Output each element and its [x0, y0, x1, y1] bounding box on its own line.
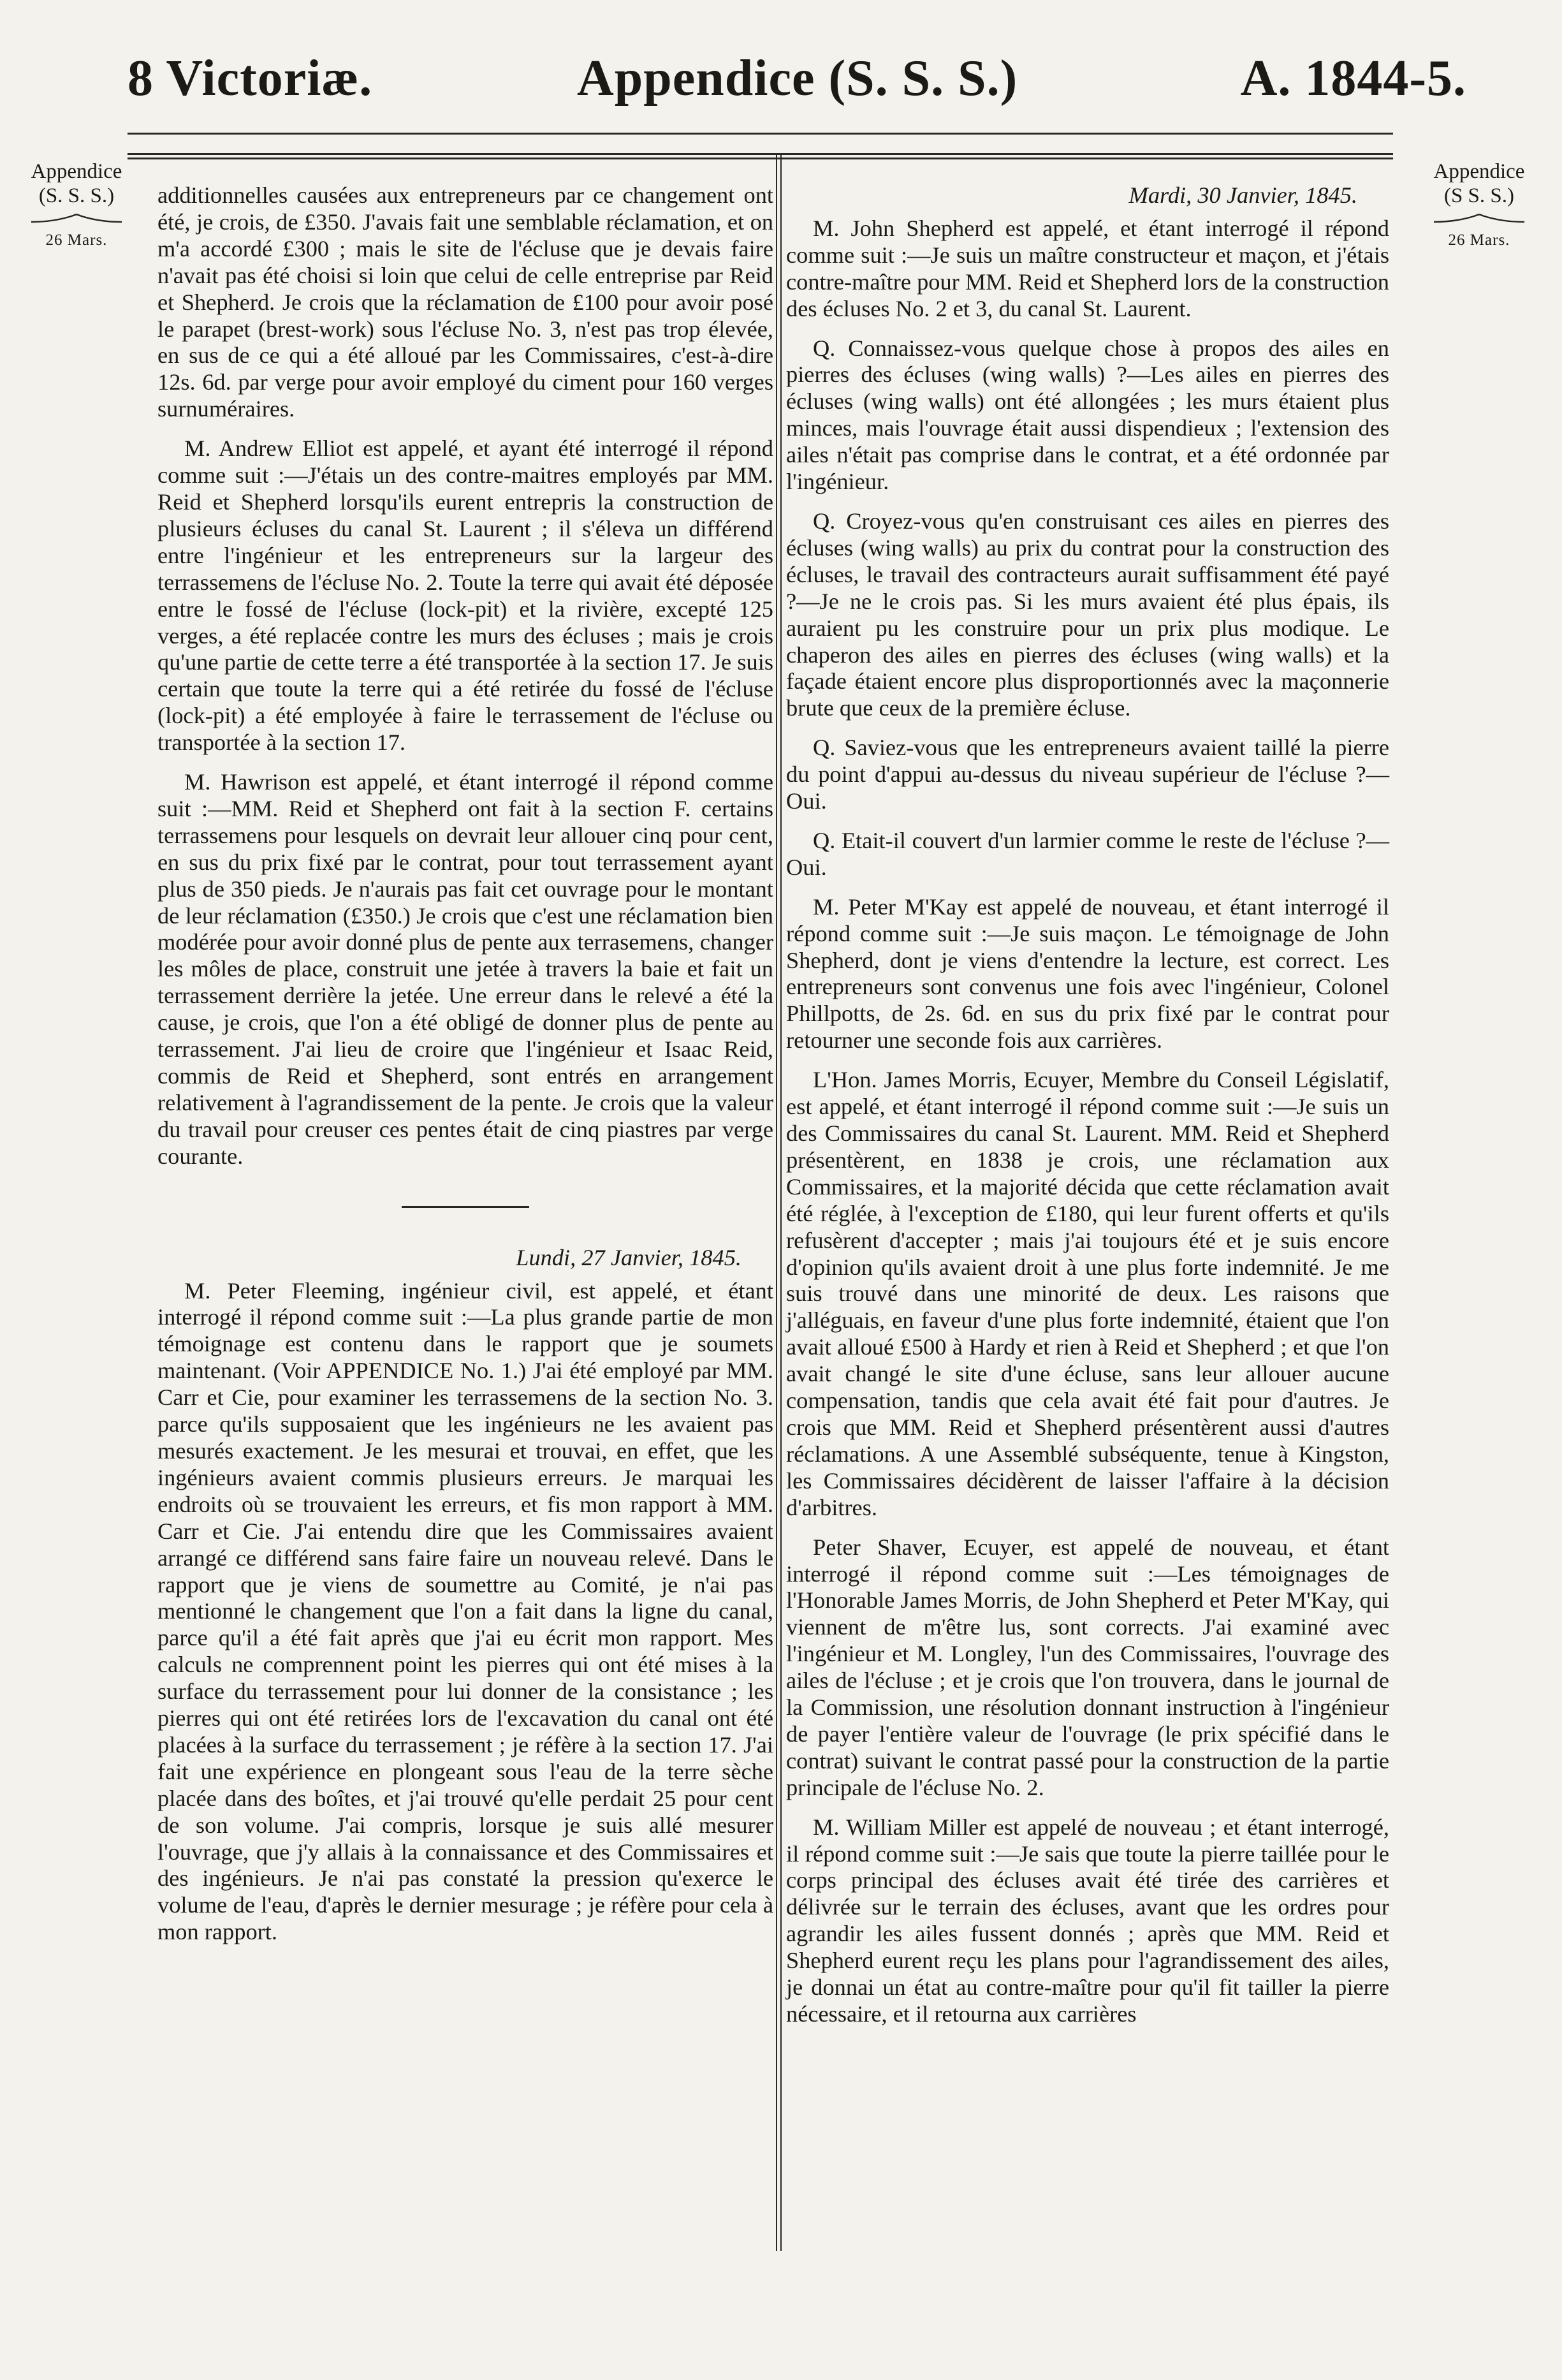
header-left: 8 Victoriæ.: [128, 50, 373, 107]
session-date: Mardi, 30 Janvier, 1845.: [1128, 182, 1357, 208]
paragraph: M. Andrew Elliot est appelé, et ayant été interrogé il répond comme suit :—J'étais un des contre-maitres employés par MM. Reid et Shepherd lorsqu'ils eurent entrepris la construction de plusieurs écluses du canal St. Laurent ; il s'éleva un différend entre l'ingénieur et les entrepreneurs sur la largeur des terrassemens de l'écluse No. 2. Toute la terre qui avait été déposée entre le fossé de l'écluse (lock-pit) et la rivière, excepté 125 verges, a été replacée contre les murs des écluses ; mais je crois qu'une partie de cette terre a été transportée à la section 17. Je suis certain que toute la terre qui a été retirée du fossé de l'écluse (lock-pit) a été employée à faire le terrassement de l'écluse ou transportée à la section 17.: [157, 436, 773, 756]
margin-left-date: 26 Mars.: [45, 231, 108, 249]
paragraph: M. Peter M'Kay est appelé de nouveau, et étant interrogé il répond comme suit :—Je suis maçon. Le témoignage de John Shepherd, dont je viens d'entendre la lecture, est correct. Les entrepreneurs sont convenus une fois avec l'ingénieur, Colonel Phillpotts, de 2s. 6d. en sus du prix fixé par le contrat pour retourner une seconde fois aux carrières.: [786, 893, 1389, 1054]
header-right: A. 1844-5.: [1240, 50, 1466, 107]
paragraph: M. John Shepherd est appelé, et étant interrogé il répond comme suit :—Je suis un maître constructeur et maçon, et j'étais contre-maître pour MM. Reid et Shepherd lors de la construction des écluses No. 2 et 3, du canal St. Laurent.: [786, 215, 1389, 321]
paragraph: Peter Shaver, Ecuyer, est appelé de nouveau, et étant interrogé il répond comme suit :—Les témoignages de l'Honorable James Morris, de John Shepherd et Peter M'Kay, qui viennent de m'être lus, sont corrects. J'ai examiné avec l'ingénieur et M. Longley, l'un des Commissaires, l'ouvrage des ailes de l'écluse ; et je crois que l'on trouvera, dans le journal de la Commission, une résolution donnant instruction à l'ingénieur de payer l'entière valeur de l'ouvrage (le prix spécifié dans le contrat) suivant le contrat passé pour la construction de la partie principale de l'écluse No. 2.: [786, 1534, 1389, 1800]
paragraph: M. William Miller est appelé de nouveau ; et étant interrogé, il répond comme suit :—Je sais que toute la pierre taillée pour le corps principal des écluses avait été tirée des carrières et délivrée sur le terrain des écluses, avant que les ordres pour agrandir les ailes fussent donnés ; après que MM. Reid et Shepherd eurent reçu les plans pour l'agrandissement des ailes, je donnai un état au contre-maître pour qu'il fit tailler la pierre nécessaire, et il retourna aux carrières: [786, 1814, 1389, 2027]
brace-icon: [1431, 212, 1527, 226]
brace-icon: [29, 212, 124, 226]
paragraph: Q. Saviez-vous que les entrepreneurs avaient taillé la pierre du point d'appui au-dessus du niveau supérieur de l'écluse ?—Oui.: [786, 735, 1389, 814]
paragraph: Q. Connaissez-vous quelque chose à propos des ailes en pierres des écluses (wing walls) ?—Les ailes en pierres des écluses (wing walls) ont été allongées ; les murs étaient plus minces, mais l'ouvrage était aussi dispendieux ; l'extension des ailes n'était pas comprise dans le contrat, et a été ordonnée par l'ingénieur.: [786, 335, 1389, 495]
running-header: [0, 50, 1562, 120]
text-column-left: [157, 182, 773, 1958]
section-separator: [402, 1206, 529, 1208]
margin-note-right: [1403, 159, 1556, 253]
margin-right-line1: Appendice: [1433, 160, 1525, 183]
header-rule: [128, 133, 1393, 135]
margin-right-date: 26 Mars.: [1448, 231, 1510, 249]
header-rule-double-top: [128, 153, 1393, 155]
paragraph: M. Peter Fleeming, ingénieur civil, est appelé, et étant interrogé il répond comme suit :—La plus grande partie de mon témoignage est contenu dans le rapport que je soumets maintenant. (Voir APPENDICE No. 1.) J'ai été employé par MM. Carr et Cie, pour examiner les terrassemens de la section No. 3. parce qu'ils supposaient que les ingénieurs ne les avaient pas mesurés exactement. Je les mesurai et trouvai, en effet, que les ingénieurs avaient commis plusieurs erreurs. Je marquai les endroits où se trouvaient les erreurs, et fis mon rapport à MM. Carr et Cie. J'ai entendu dire que les Commissaires avaient arrangé ce différend sans faire faire un nouveau relevé. Dans le rapport que je viens de soumettre au Comité, je n'ai pas mentionné le changement que l'on a fait dans la ligne du canal, parce qu'il a été fait après que j'ai eu écrit mon rapport. Mes calculs ne comprennent point les pierres qui ont été mises à la surface du terrassement pour lui donner de la consistance ; les pierres qui ont été retirées lors de l'excavation du canal ont été placées à la surface du terrassement ; je réfère à la section 17. J'ai fait une expérience en plongeant sous l'eau de la terre sèche placée dans des boîtes, et j'ai trouvé qu'elle perdait 25 pour cent de son volume. J'ai compris, lorsque je suis allé mesurer l'ouvrage, que j'y allais à la connaissance et des Commissaires et des ingénieurs. Je n'ai pas constaté la pression qu'exerce le volume de l'eau, d'après le dernier mesurage ; je réfère pour cela à mon rapport.: [157, 1277, 773, 1945]
paragraph: Q. Etait-il couvert d'un larmier comme le reste de l'écluse ?—Oui.: [786, 827, 1389, 880]
paragraph: Q. Croyez-vous qu'en construisant ces ailes en pierres des écluses (wing walls) au prix du contrat pour la construction des écluses, le travail des contracteurs aurait suffisamment été payé ?—Je ne le crois pas. Si les murs avaient été plus épais, ils auraient pu les construire pour un prix plus modique. Le chaperon des ailes en pierres des écluses (wing walls) et la façade étaient encore plus disproportionnés avec la maçonnerie brute que ceux de la première écluse.: [786, 508, 1389, 721]
margin-right-line2: (S S. S.): [1443, 184, 1515, 207]
margin-left-line2: (S. S. S.): [38, 184, 115, 207]
paragraph: L'Hon. James Morris, Ecuyer, Membre du Conseil Législatif, est appelé, et étant interrogé il répond comme suit :—Je suis un des Commissaires du canal St. Laurent. MM. Reid et Shepherd présentèrent, en 1838 je crois, une réclamation aux Commissaires, et la majorité décida que cette réclamation avait été réglée, à l'exception de £180, qui leur furent offerts et qu'ils refusèrent d'accepter ; mais j'ai toujours été et je suis encore d'opinion qu'ils avaient droit à une plus forte indemnité. Je me suis trouvé dans une minorité de deux. Les raisons que j'alléguais, en faveur d'une plus forte indemnité, étaient que l'on avait alloué £500 à Hardy et rien à Reid et Shepherd ; et que l'on avait changé le site d'une écluse, sans leur allouer aucune compensation, tandis que cela avait été fait pour d'autres. Je crois que MM. Reid et Shepherd présentèrent aussi d'autres réclamations. A une Assemblé subséquente, tenue à Kingston, les Commissaires décidèrent de laisser l'affaire à la décision d'arbitres.: [786, 1067, 1389, 1520]
column-divider: [776, 153, 777, 2251]
header-center: Appendice (S. S. S.): [577, 50, 1018, 107]
margin-note-left: [0, 159, 153, 253]
paragraph: additionnelles causées aux entrepreneurs par ce changement ont été, je crois, de £350. J'avais fait une semblable réclamation, et on m'a accordé £300 ; mais le site de l'écluse que je devais faire n'avait pas été choisi si loin que celui de celle entreprise par Reid et Shepherd. Je crois que la réclamation de £100 pour avoir posé le parapet (brest-work) sous l'écluse No. 3, n'est pas trop élevée, en sus de ce qui a été alloué par les Commissaires, c'est-à-dire 12s. 6d. par verge pour avoir employé du ciment pour 160 verges surnuméraires.: [157, 182, 773, 422]
header-rule-double-bottom: [128, 158, 1393, 159]
column-divider: [780, 153, 782, 2251]
text-column-right: [786, 182, 1389, 2041]
paragraph: M. Hawrison est appelé, et étant interrogé il répond comme suit :—MM. Reid et Shepherd ont fait à la section F. certains terrassemens pour lesquels on devrait leur allouer cinq pour cent, en sus du prix fixé par le contrat, pour tout terrassement ayant plus de 350 pieds. Je n'aurais pas fait cet ouvrage pour le montant de leur réclamation (£350.) Je crois que c'est une réclamation bien modérée pour avoir donné plus de pente aux terrasemens, changer les môles de place, construit une jetée à travers la baie et fait un terrassement derrière la jetée. Une erreur dans le relevé a été la cause, je crois, que l'on a été obligé de donner plus de pente au terrassement. J'ai lieu de croire que l'ingénieur et Isaac Reid, commis de Reid et Shepherd, sont entrés en arrangement relativement à l'agrandissement de la pente. Je crois que la valeur du travail pour creuser ces pentes était de cinq piastres par verge courante.: [157, 769, 773, 1169]
session-date: Lundi, 27 Janvier, 1845.: [516, 1244, 741, 1270]
margin-left-line1: Appendice: [31, 160, 122, 183]
